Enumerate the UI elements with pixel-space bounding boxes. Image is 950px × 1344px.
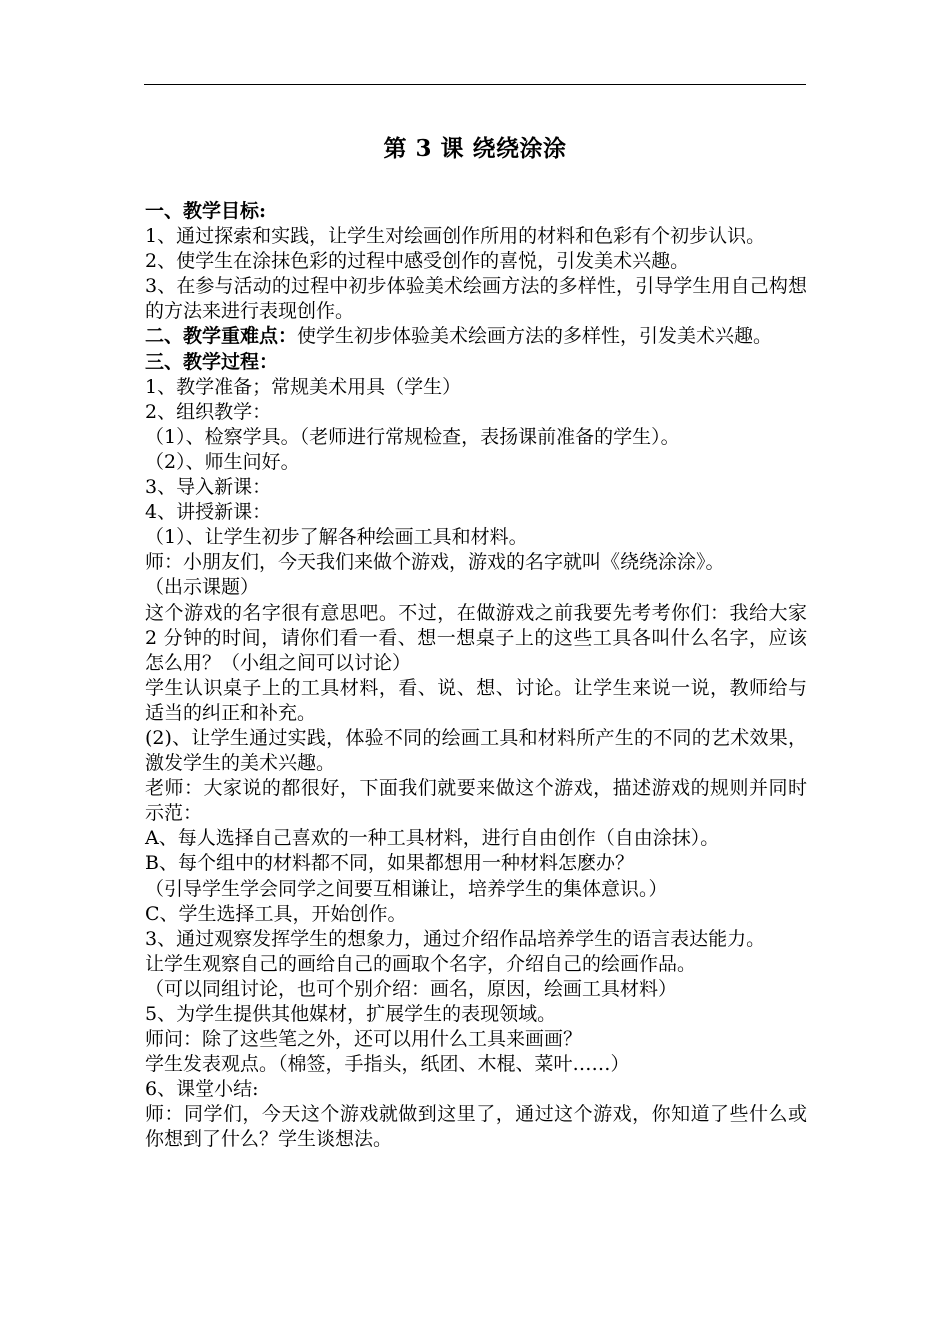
- process-line: B、每个组中的材料都不同，如果都想用一种材料怎麽办？: [145, 852, 634, 875]
- process-line: 让学生观察自己的画给自己的画取个名字，介绍自己的绘画作品。: [145, 952, 697, 975]
- lesson-body: [145, 199, 807, 1153]
- process-line: 学生发表观点。（棉签，手指头，纸团、木棍、菜叶……）: [145, 1053, 630, 1076]
- process-line: 5、为学生提供其他媒材，扩展学生的表现领域。: [145, 1003, 557, 1025]
- process-line: 师：同学们，今天这个游戏就做到这里了，通过这个游戏，你知道了些什么或你想到了什么？学生谈想法。: [145, 1103, 807, 1151]
- process-line: 2、组织教学：: [145, 400, 272, 423]
- process-line: 6、课堂小结:: [145, 1078, 259, 1101]
- objective-item: 1、通过探索和实践，让学生对绘画创作所用的材料和色彩有个初步认识。: [145, 225, 766, 248]
- process-line: 师问：除了这些笔之外，还可以用什么工具来画画？: [145, 1028, 583, 1051]
- process-line: （1）、检察学具。（老师进行常规检查，表扬课前准备的学生）。: [145, 425, 680, 448]
- process-line: （1）、让学生初步了解各种绘画工具和材料。: [145, 526, 528, 549]
- process-line: 师：小朋友们，今天我们来做个游戏，游戏的名字就叫《绕绕涂涂》。: [145, 551, 725, 574]
- header-rule: [144, 84, 806, 85]
- process-line: （引导学生学会同学之间要互相谦让，培养学生的集体意识。）: [145, 877, 668, 900]
- process-line: （出示课题）: [145, 576, 260, 599]
- process-line: （2）、师生问好。: [145, 450, 300, 473]
- lesson-title: 第 3 课 绕绕涂涂: [383, 135, 567, 162]
- process-line: C、学生选择工具，开始创作。: [145, 902, 407, 925]
- process-line: 4、讲授新课：: [145, 501, 272, 524]
- process-line: 3、导入新课：: [145, 476, 272, 499]
- process-line: 老师：大家说的都很好，下面我们就要来做这个游戏，描述游戏的规则并同时示范：: [145, 777, 807, 825]
- key-points-heading: 二、教学重难点：: [145, 325, 298, 348]
- process-line: 学生认识桌子上的工具材料，看、说、想、讨论。让学生来说一说，教师给与适当的纠正和补充。: [145, 676, 807, 724]
- process-line: 1、教学准备；常规美术用具（学生）: [145, 375, 462, 398]
- objective-item: 3、在参与活动的过程中初步体验美术绘画方法的多样性，引导学生用自己构想的方法来进行表现创作。: [145, 275, 807, 323]
- process-line: 这个游戏的名字很有意思吧。不过，在做游戏之前我要先考考你们：我给大家 2 分钟的时间，请你们看一看、想一想桌子上的这些工具各叫什么名字，应该怎么用？（小组之间可以讨论）: [145, 601, 807, 674]
- process-line: A、每人选择自己喜欢的一种工具材料，进行自由创作（自由涂抹）。: [145, 827, 720, 850]
- process-line: (2)、让学生通过实践，体验不同的绘画工具和材料所产生的不同的艺术效果，激发学生的美术兴趣。: [145, 726, 807, 775]
- objective-item: 2、使学生在涂抹色彩的过程中感受创作的喜悦，引发美术兴趣。: [145, 250, 690, 273]
- process-line: （可以同组讨论，也可个别介绍：画名，原因，绘画工具材料）: [145, 977, 678, 1000]
- key-points-paragraph: [145, 324, 807, 349]
- process-line: 3、通过观察发挥学生的想象力，通过介绍作品培养学生的语言表达能力。: [145, 927, 766, 950]
- process-heading: 三、教学过程：: [145, 350, 279, 373]
- key-points-text: 使学生初步体验美术绘画方法的多样性，引发美术兴趣。: [297, 325, 773, 348]
- objectives-heading: 一、教学目标:: [145, 200, 267, 222]
